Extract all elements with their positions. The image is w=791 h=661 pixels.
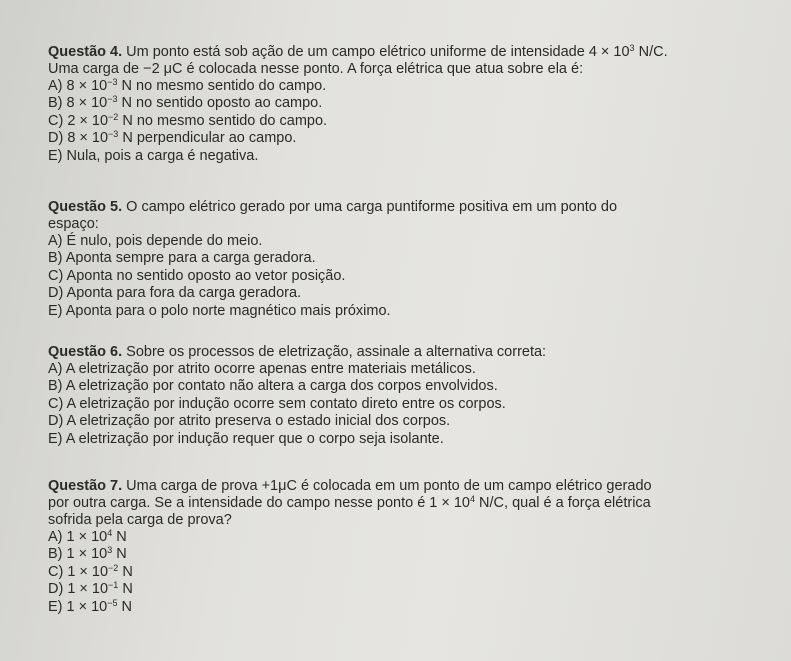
question-stem-line: por outra carga. Se a intensidade do campo nesse ponto é $1 \times 10^4$ N/C, qual é a força elétrica xyxy=(48,494,651,511)
option-e[interactable]: E) $1 \times 10^{-5}$ N xyxy=(48,597,133,615)
option-d[interactable]: D) $8 \times 10^{-3}$ N perpendicular ao campo. xyxy=(48,129,297,147)
option-e[interactable]: E) A eletrização por indução requer que o corpo seja isolante. xyxy=(48,430,444,447)
option-e[interactable]: E) Nula, pois a carga é negativa. xyxy=(48,147,259,164)
question-stem-line: Questão 6. Sobre os processos de eletrização, assinale a alternativa correta: xyxy=(48,344,547,360)
option-c[interactable]: C) $2 \times 10^{-2}$ N no mesmo sentido do campo. xyxy=(48,111,328,129)
question-7 xyxy=(48,478,783,616)
option-b[interactable]: B) $8 \times 10^{-3}$ N no sentido oposto ao campo. xyxy=(48,94,323,112)
question-stem-line: Questão 7. Uma carga de prova +1μC é colocada em um ponto de um campo elétrico gerado xyxy=(48,478,652,494)
question-number: Questão 7. xyxy=(48,478,123,494)
option-d[interactable]: D) $1 \times 10^{-1}$ N xyxy=(48,580,133,598)
question-4 xyxy=(48,44,783,165)
question-number: Questão 4. xyxy=(48,44,123,60)
option-b[interactable]: B) Aponta sempre para a carga geradora. xyxy=(48,250,316,267)
option-b[interactable]: B) A eletrização por contato não altera a carga dos corpos envolvidos. xyxy=(48,378,498,395)
question-number: Questão 5. xyxy=(48,199,123,215)
question-stem-line: Questão 4. Um ponto está sob ação de um campo elétrico uniforme de intensidade $4 \times 10^3$ N/C. xyxy=(48,43,668,60)
option-c[interactable]: C) A eletrização por indução ocorre sem contato direto entre os corpos. xyxy=(48,395,506,412)
option-a[interactable]: A) $8 \times 10^{-3}$ N no mesmo sentido do campo. xyxy=(48,77,327,94)
question-stem-line: Uma carga de −2 μC é colocada nesse ponto. A força elétrica que atua sobre ela é: xyxy=(48,61,584,77)
option-c[interactable]: C) Aponta no sentido oposto ao vetor posição. xyxy=(48,267,346,284)
question-6 xyxy=(48,344,783,448)
option-c[interactable]: C) $1 \times 10^{-2}$ N xyxy=(48,562,133,580)
question-stem-line: Questão 5. O campo elétrico gerado por uma carga puntiforme positiva em um ponto do xyxy=(48,199,618,215)
option-d[interactable]: D) Aponta para fora da carga geradora. xyxy=(48,285,302,302)
question-stem-line: sofrida pela carga de prova? xyxy=(48,512,232,528)
option-a[interactable]: A) É nulo, pois depende do meio. xyxy=(48,233,263,249)
option-b[interactable]: B) $1 \times 10^3$ N xyxy=(48,545,127,563)
option-e[interactable]: E) Aponta para o polo norte magnético mais próximo. xyxy=(48,302,391,319)
question-stem-line: espaço: xyxy=(48,216,99,232)
option-d[interactable]: D) A eletrização por atrito preserva o estado inicial dos corpos. xyxy=(48,413,451,430)
question-5 xyxy=(48,199,783,320)
option-a[interactable]: A) A eletrização por atrito ocorre apenas entre materiais metálicos. xyxy=(48,361,476,377)
option-a[interactable]: A) $1 \times 10^4$ N xyxy=(48,528,127,545)
question-number: Questão 6. xyxy=(48,344,123,360)
